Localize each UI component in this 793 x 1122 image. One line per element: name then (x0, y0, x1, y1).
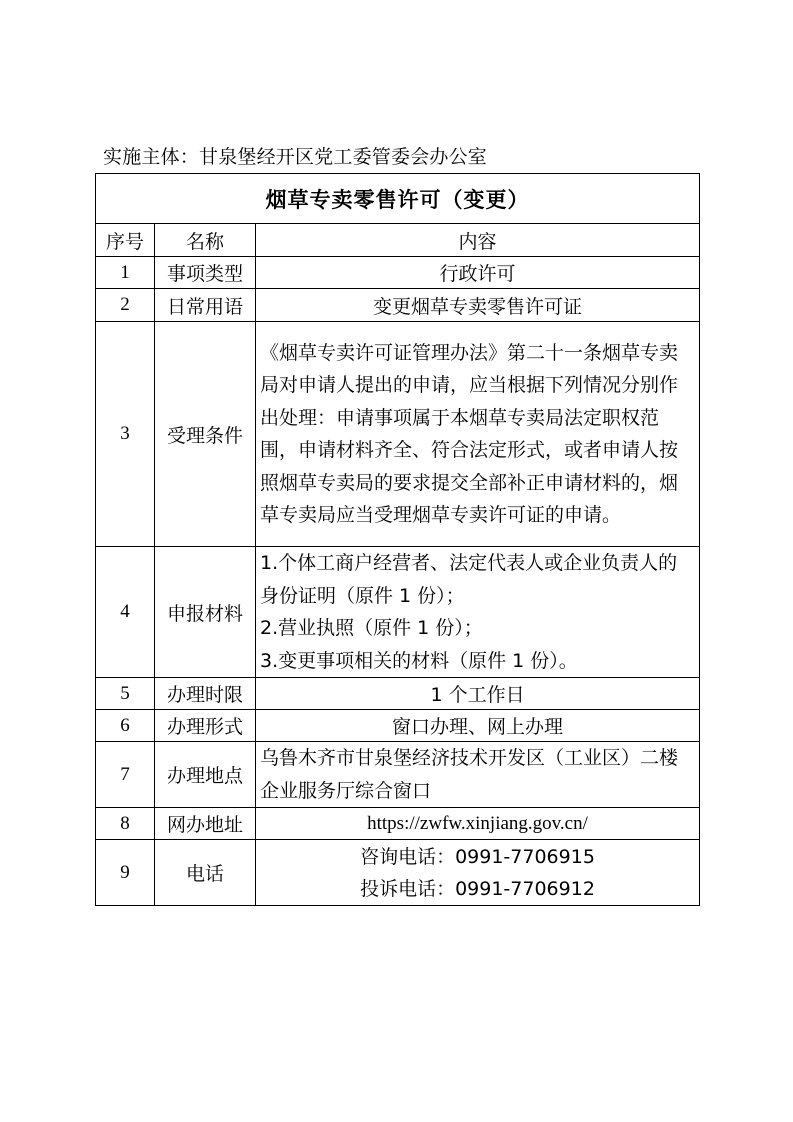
row-number: 2 (96, 289, 155, 322)
row-number: 5 (96, 678, 155, 710)
web-address-link[interactable]: https://zwfw.xinjiang.gov.cn/ (256, 808, 700, 840)
table-row (96, 289, 700, 322)
table-row (96, 322, 700, 547)
table-row (96, 678, 700, 710)
title-row (96, 174, 700, 224)
row-name: 受理条件 (155, 322, 256, 547)
row-name: 事项类型 (155, 257, 256, 289)
row-name: 办理形式 (155, 710, 256, 742)
row-content (256, 840, 700, 906)
consult-phone: 咨询电话：0991-7706915 (360, 845, 595, 868)
complaint-phone: 投诉电话：0991-7706912 (360, 877, 595, 900)
row-content: 窗口办理、网上办理 (256, 710, 700, 742)
row-name: 办理时限 (155, 678, 256, 710)
row-number: 1 (96, 257, 155, 289)
row-number: 3 (96, 322, 155, 547)
table-row (96, 710, 700, 742)
table-row (96, 808, 700, 840)
table-row (96, 257, 700, 289)
row-content (256, 547, 700, 678)
permit-table (95, 173, 700, 906)
row-name: 日常用语 (155, 289, 256, 322)
header-name: 名称 (155, 224, 256, 257)
row-number: 8 (96, 808, 155, 840)
row-number: 9 (96, 840, 155, 906)
implementing-subject: 实施主体：甘泉堡经开区党工委管委会办公室 (103, 146, 488, 168)
material-item: 2.营业执照（原件 1 份）； (260, 617, 483, 639)
row-number: 6 (96, 710, 155, 742)
row-content: 1 个工作日 (256, 678, 700, 710)
row-name: 网办地址 (155, 808, 256, 840)
row-content: 变更烟草专卖零售许可证 (256, 289, 700, 322)
row-content: 乌鲁木齐市甘泉堡经济技术开发区（工业区）二楼企业服务厅综合窗口 (256, 742, 700, 808)
header-content: 内容 (256, 224, 700, 257)
table-title: 烟草专卖零售许可（变更） (96, 174, 700, 224)
row-name: 申报材料 (155, 547, 256, 678)
material-item: 3.变更事项相关的材料（原件 1 份）。 (260, 649, 578, 672)
table-row (96, 840, 700, 906)
table-row (96, 547, 700, 678)
material-item: 1.个体工商户经营者、法定代表人或企业负责人的身份证明（原件 1 份）； (260, 552, 678, 607)
row-number: 7 (96, 742, 155, 808)
row-name: 办理地点 (155, 742, 256, 808)
row-content: 《烟草专卖许可证管理办法》第二十一条烟草专卖局对申请人提出的申请，应当根据下列情况分别作出处理：申请事项属于本烟草专卖局法定职权范围，申请材料齐全、符合法定形式，或者申请人按照烟草专卖局的要求提交全部补正申请材料的，烟草专卖局应当受理烟草专卖许可证的申请。 (256, 322, 700, 547)
header-no: 序号 (96, 224, 155, 257)
header-row (96, 224, 700, 257)
row-number: 4 (96, 547, 155, 678)
table-row (96, 742, 700, 808)
row-content: 行政许可 (256, 257, 700, 289)
row-name: 电话 (155, 840, 256, 906)
